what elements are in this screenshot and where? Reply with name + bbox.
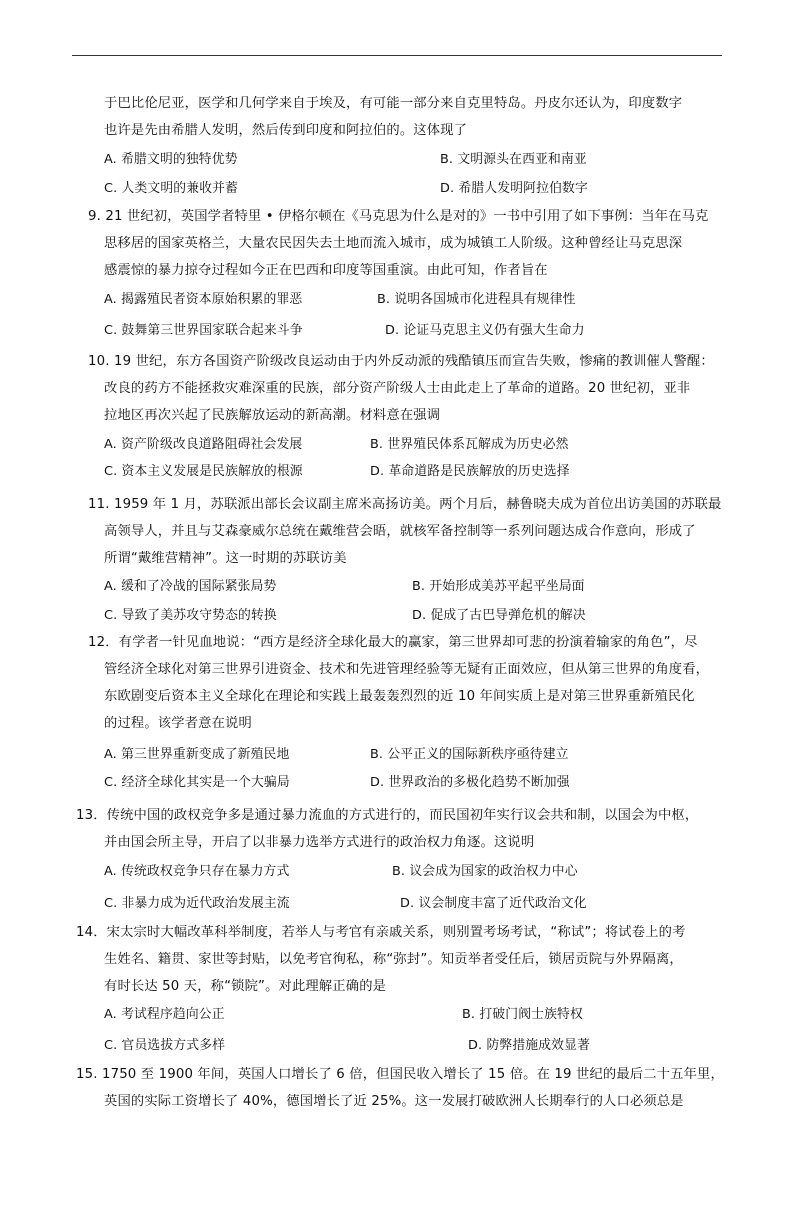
header-rule (72, 55, 722, 56)
q11-stem-line-1: 11. 1959 年 1 月，苏联派出部长会议副主席米高扬访美。两个月后，赫鲁晓夫成为首位出访美国的苏联最 (88, 497, 722, 512)
q12-stem-line-4: 的过程。该学者意在说明 (104, 716, 252, 731)
q11-option-b[interactable]: B. 开始形成美苏平起平坐局面 (412, 579, 585, 594)
intro-line-1: 于巴比伦尼亚，医学和几何学来自于埃及，有可能一部分来自克里特岛。丹皮尔还认为，印度数字 (104, 96, 683, 111)
q9-stem-line-2: 思移居的国家英格兰，大量农民因失去土地而流入城市，成为城镇工人阶级。这种曾经让马克思深 (104, 236, 683, 251)
q14-option-d[interactable]: D. 防弊措施成效显著 (468, 1038, 591, 1053)
q15-stem-line-1: 15. 1750 至 1900 年间，英国人口增长了 6 倍，但国民收入增长了 15 倍。在 19 世纪的最后二十五年里， (76, 1067, 724, 1082)
q13-option-a[interactable]: A. 传统政权竞争只存在暴力方式 (104, 864, 290, 879)
q13-option-d[interactable]: D. 议会制度丰富了近代政治文化 (400, 896, 587, 911)
q9-stem-line-3: 感震惊的暴力掠夺过程如今正在巴西和印度等国重演。由此可知，作者旨在 (104, 263, 548, 278)
intro-line-2: 也许是先由希腊人发明，然后传到印度和阿拉伯的。这体现了 (104, 123, 468, 138)
q12-stem-line-2: 管经济全球化对第三世界引进资金、技术和先进管理经验等无疑有正面效应，但从第三世界的角度看， (104, 662, 710, 677)
q13-option-b[interactable]: B. 议会成为国家的政治权力中心 (392, 864, 578, 879)
q9-option-b[interactable]: B. 说明各国城市化进程具有规律性 (377, 292, 576, 307)
q12-option-c[interactable]: C. 经济全球化其实是一个大骗局 (104, 775, 290, 790)
q11-stem-line-2: 高领导人，并且与艾森豪威尔总统在戴维营会晤，就核军备控制等一系列问题达成合作意向，形成了 (104, 524, 696, 539)
q10-option-a[interactable]: A. 资产阶级改良道路阻碍社会发展 (104, 437, 303, 452)
q14-option-c[interactable]: C. 官员选拔方式多样 (104, 1038, 226, 1053)
q14-option-a[interactable]: A. 考试程序趋向公正 (104, 1007, 225, 1022)
q12-stem-line-3: 东欧剧变后资本主义全球化在理论和实践上最轰轰烈烈的近 10 年间实质上是对第三世界重新殖民化 (104, 689, 695, 704)
q13-stem-line-2: 并由国会所主导，开启了以非暴力选举方式进行的政治权力角逐。这说明 (104, 835, 535, 850)
q12-stem-line-1: 12．有学者一针见血地说：“西方是经济全球化最大的赢家，第三世界却可悲的扮演着输家的角色”，尽 (88, 635, 698, 650)
q10-option-d[interactable]: D. 革命道路是民族解放的历史选择 (370, 464, 570, 479)
q14-stem-line-2: 生姓名、籍贯、家世等封贴，以免考官徇私，称“弥封”。知贡举者受任后，锁居贡院与外界隔离， (104, 952, 683, 967)
q12-option-d[interactable]: D. 世界政治的多极化趋势不断加强 (370, 775, 570, 790)
q12-option-b[interactable]: B. 公平正义的国际新秩序亟待建立 (370, 747, 569, 762)
q9-option-c[interactable]: C. 鼓舞第三世界国家联合起来斗争 (104, 323, 303, 338)
q14-stem-line-1: 14．宋太宗时大幅改革科举制度，若举人与考官有亲戚关系，则别置考场考试，“称试”；将试卷上的考 (76, 925, 686, 940)
q15-stem-line-2: 英国的实际工资增长了 40%，德国增长了近 25%。这一发展打破欧洲人长期奉行的人口必须总是 (104, 1094, 684, 1109)
q14-stem-line-3: 有时长达 50 天，称“锁院”。对此理解正确的是 (104, 979, 387, 994)
q10-stem-line-1: 10. 19 世纪，东方各国资产阶级改良运动由于内外反动派的残酷镇压而宣告失败，惨痛的教训催人警醒： (88, 354, 714, 369)
q10-stem-line-3: 拉地区再次兴起了民族解放运动的新高潮。材料意在强调 (104, 408, 441, 423)
intro-option-d[interactable]: D. 希腊人发明阿拉伯数字 (440, 181, 588, 196)
q13-stem-line-1: 13．传统中国的政权竞争多是通过暴力流血的方式进行的，而民国初年实行议会共和制，以国会为中枢， (76, 808, 699, 823)
q10-option-b[interactable]: B. 世界殖民体系瓦解成为历史必然 (370, 437, 569, 452)
q11-option-d[interactable]: D. 促成了古巴导弹危机的解决 (412, 608, 586, 623)
q13-option-c[interactable]: C. 非暴力成为近代政治发展主流 (104, 896, 290, 911)
q9-option-a[interactable]: A. 揭露殖民者资本原始积累的罪恶 (104, 292, 303, 307)
q10-stem-line-2: 改良的药方不能拯救灾难深重的民族，部分资产阶级人士由此走上了革命的道路。20 世纪初，亚非 (104, 381, 691, 396)
intro-option-b[interactable]: B. 文明源头在西亚和南亚 (440, 152, 587, 167)
q9-option-d[interactable]: D. 论证马克思主义仍有强大生命力 (385, 323, 585, 338)
q12-option-a[interactable]: A. 第三世界重新变成了新殖民地 (104, 747, 290, 762)
q9-stem-line-1: 9. 21 世纪初，英国学者特里 • 伊格尔顿在《马克思为什么是对的》一书中引用了如下事例：当年在马克 (88, 209, 709, 224)
intro-option-a[interactable]: A. 希腊文明的独特优势 (104, 152, 238, 167)
q11-stem-line-3: 所谓“戴维营精神”。这一时期的苏联访美 (104, 551, 347, 566)
q10-option-c[interactable]: C. 资本主义发展是民族解放的根源 (104, 464, 303, 479)
q14-option-b[interactable]: B. 打破门阀士族特权 (462, 1007, 583, 1022)
q11-option-a[interactable]: A. 缓和了冷战的国际紧张局势 (104, 579, 277, 594)
q11-option-c[interactable]: C. 导致了美苏攻守势态的转换 (104, 608, 277, 623)
intro-option-c[interactable]: C. 人类文明的兼收并蓄 (104, 181, 239, 196)
